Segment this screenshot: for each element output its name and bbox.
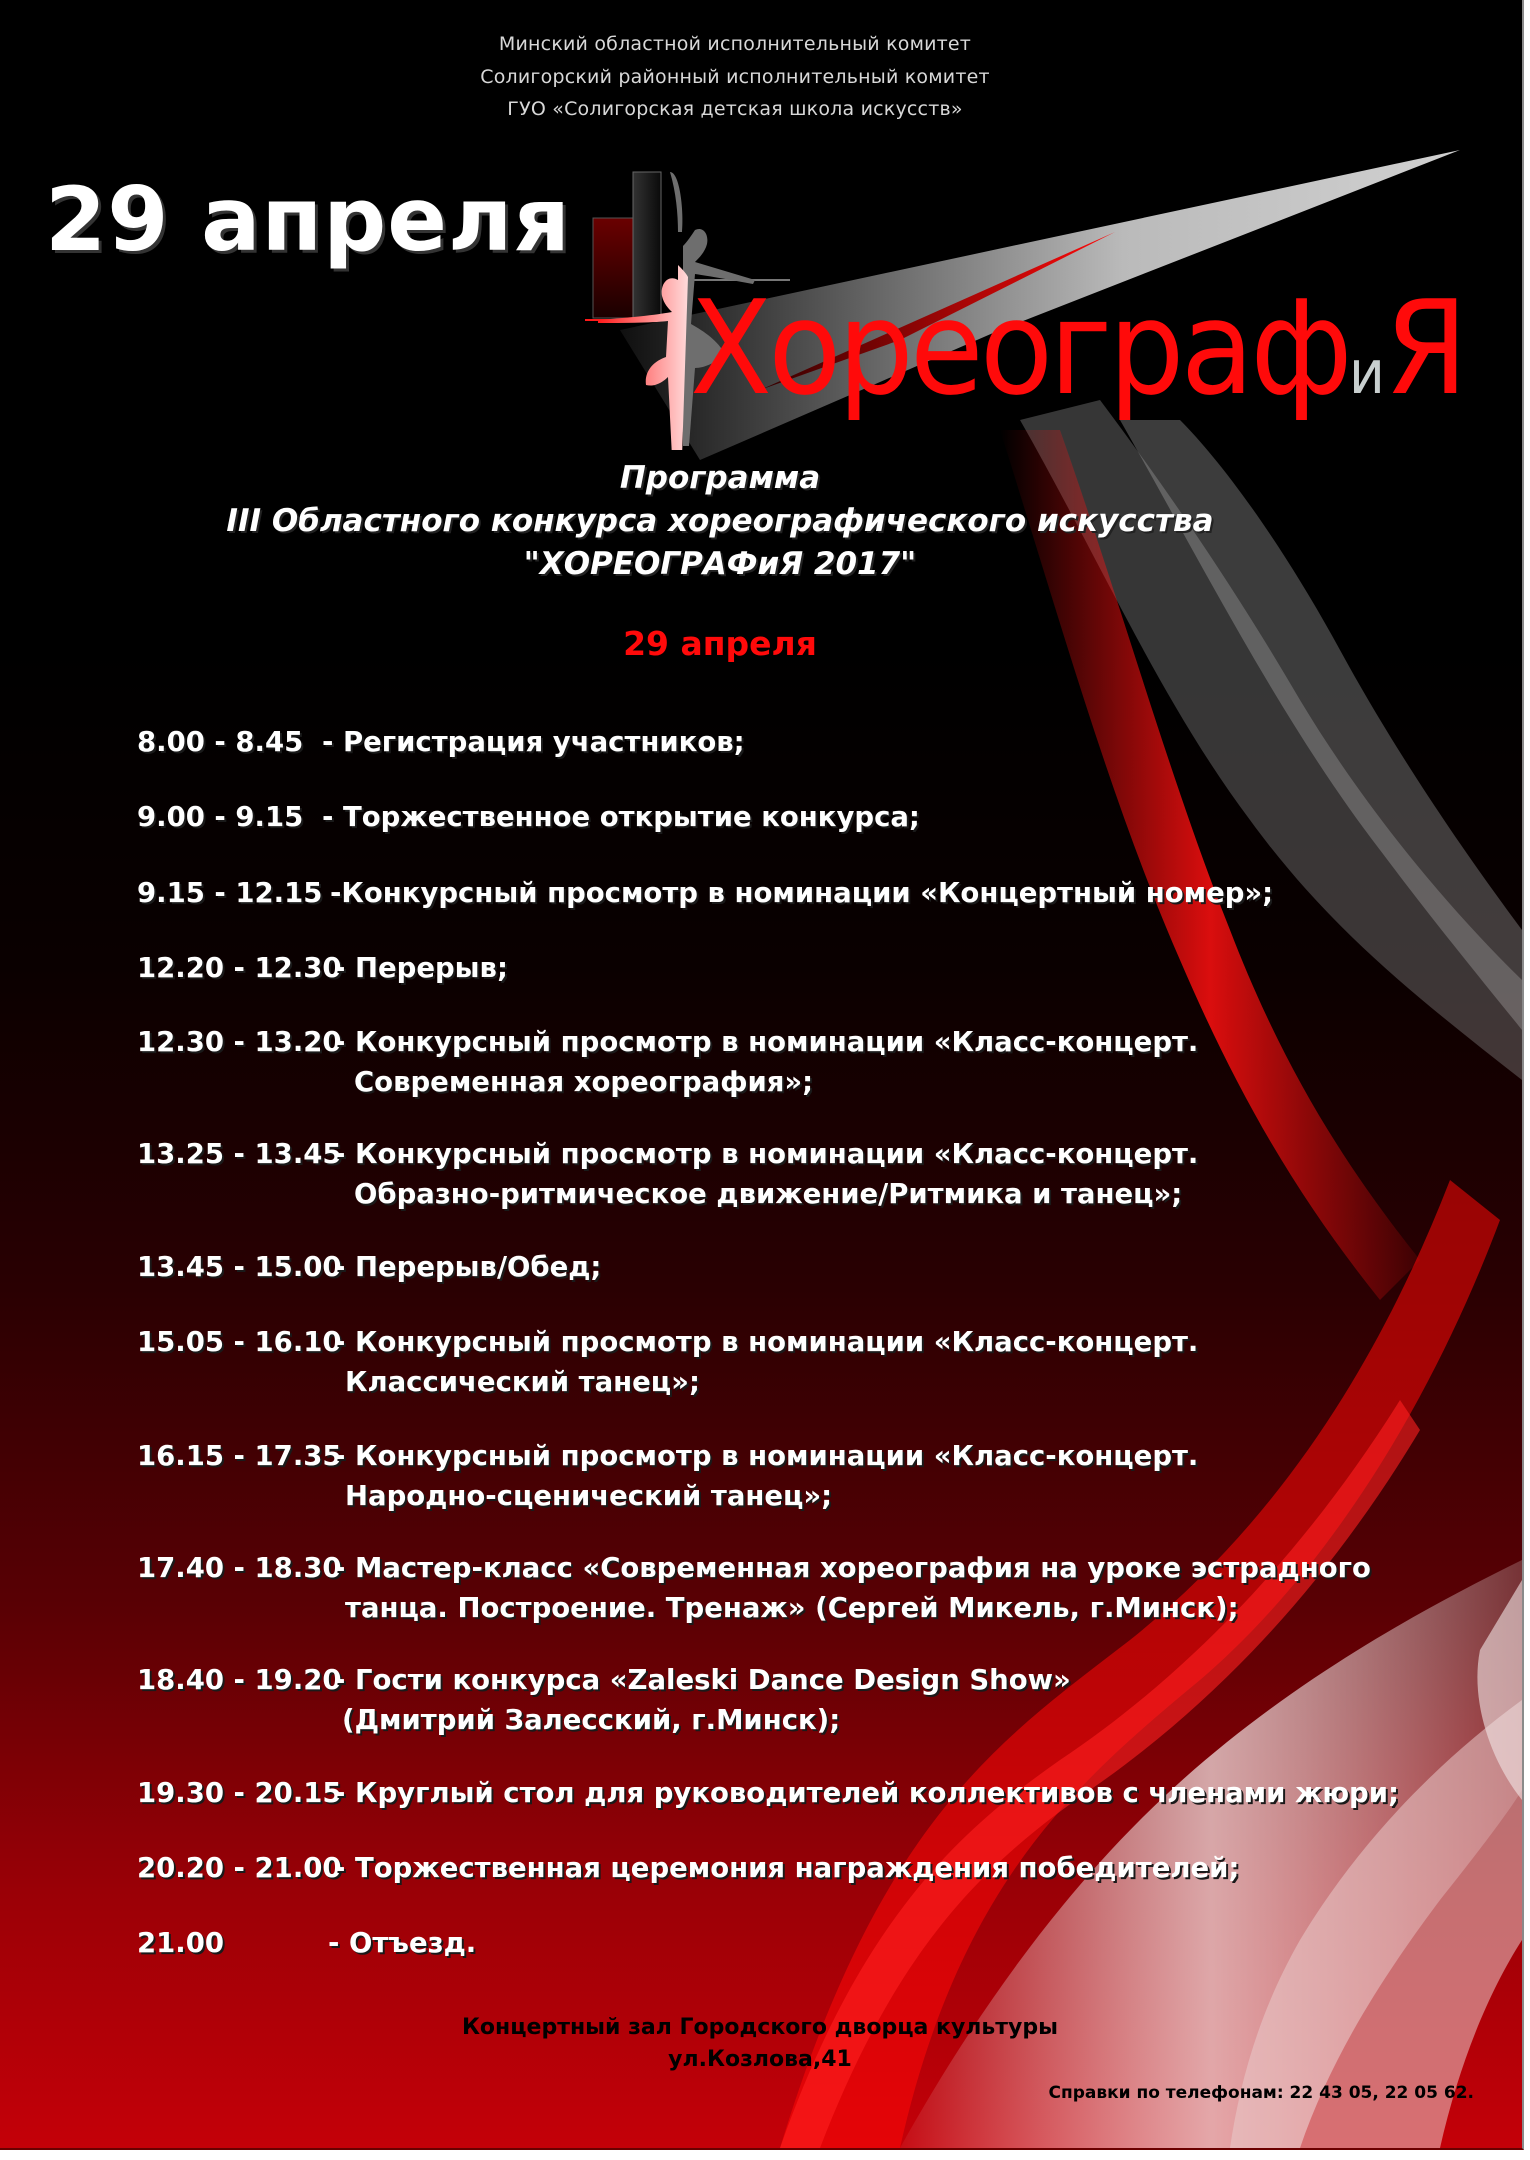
schedule-desc: - Круглый стол для руководителей коллективов с членами жюри; [334, 1777, 1400, 1809]
schedule-desc: - Конкурсный просмотр в номинации «Класс-концерт. [334, 1440, 1199, 1472]
logo-main: Хореограф [690, 272, 1349, 424]
contact-phone: Справки по телефонам: 22 43 05, 22 05 62. [1048, 2083, 1474, 2103]
schedule-time: 13.25 - 13.45 [137, 1138, 342, 1170]
schedule-desc-continued: Народно-сценический танец»; [345, 1480, 833, 1512]
schedule-desc: - Перерыв/Обед; [334, 1251, 602, 1283]
schedule-desc: - Регистрация участников; [322, 726, 745, 758]
header-org-line-2: Солигорский районный исполнительный комитет [480, 66, 990, 88]
schedule-row [137, 797, 920, 837]
program-date: 29 апреля [623, 624, 817, 663]
schedule-desc: - Торжественная церемония награждения победителей; [334, 1852, 1240, 1884]
header-org-line-3: ГУО «Солигорская детская школа искусств» [507, 98, 963, 120]
schedule-row [137, 1247, 602, 1287]
schedule-row [137, 1923, 477, 1963]
schedule-time: 12.30 - 13.20 [137, 1026, 342, 1058]
program-heading: Программа [619, 460, 821, 496]
schedule-desc-continued: Образно-ритмическое движение/Ритмика и танец»; [354, 1178, 1183, 1210]
schedule-row [137, 1848, 1240, 1888]
schedule-desc: - Отъезд. [328, 1927, 477, 1959]
schedule-time: 13.45 - 15.00 [137, 1251, 342, 1283]
schedule-time: 21.00 [137, 1927, 224, 1959]
schedule-time: 9.15 - 12.15 [137, 877, 323, 909]
logo-end: Я [1384, 272, 1465, 424]
header-org-line-1: Минский областной исполнительный комитет [498, 33, 972, 55]
schedule-row [137, 1022, 1199, 1098]
schedule-row [137, 1773, 1400, 1813]
schedule-desc-continued: танца. Построение. Тренаж» (Сергей Микель, г.Минск); [345, 1592, 1239, 1624]
schedule-desc: - Перерыв; [334, 952, 508, 984]
logo-small-i: и [1348, 338, 1385, 408]
venue-name: Концертный зал Городского дворца культуры [461, 2015, 1059, 2040]
schedule-desc: - Конкурсный просмотр в номинации «Класс-концерт. [334, 1138, 1199, 1170]
schedule-row [137, 873, 1274, 913]
schedule-time: 12.20 - 12.30 [137, 952, 342, 984]
schedule-row [137, 1548, 1371, 1624]
schedule-time: 9.00 - 9.15 [137, 801, 304, 833]
schedule-row [137, 722, 745, 762]
schedule-time: 16.15 - 17.35 [137, 1440, 342, 1472]
schedule-desc: - Мастер-класс «Современная хореография на уроке эстрадного [334, 1552, 1371, 1584]
schedule-desc: - Гости конкурса «Zaleski Dance Design Show» [334, 1664, 1071, 1696]
logo-wordmark [690, 272, 1465, 424]
competition-name: "ХОРЕОГРАФиЯ 2017" [523, 546, 917, 582]
schedule-desc-continued: Современная хореография»; [354, 1066, 814, 1098]
schedule-row [137, 1134, 1199, 1210]
schedule-time: 19.30 - 20.15 [137, 1777, 342, 1809]
competition-title: III Областного конкурса хореографического искусства [226, 503, 1214, 539]
schedule-time: 20.20 - 21.00 [137, 1852, 342, 1884]
schedule-row [137, 948, 508, 988]
hero-date: 29 апреля [45, 168, 571, 271]
schedule-time: 18.40 - 19.20 [137, 1664, 342, 1696]
schedule-desc: - Конкурсный просмотр в номинации «Класс-концерт. [334, 1026, 1199, 1058]
schedule-desc-continued: Классический танец»; [345, 1366, 700, 1398]
schedule-row [137, 1436, 1199, 1512]
schedule-row [137, 1322, 1199, 1398]
schedule-desc-continued: (Дмитрий Залесский, г.Минск); [342, 1704, 841, 1736]
schedule-row [137, 1660, 1071, 1736]
schedule-desc: - Конкурсный просмотр в номинации «Класс-концерт. [334, 1326, 1199, 1358]
schedule-desc: -Конкурсный просмотр в номинации «Концертный номер»; [330, 877, 1274, 909]
schedule-time: 17.40 - 18.30 [137, 1552, 342, 1584]
schedule-time: 15.05 - 16.10 [137, 1326, 342, 1358]
venue-address: ул.Козлова,41 [668, 2047, 852, 2072]
schedule-time: 8.00 - 8.45 [137, 726, 304, 758]
schedule-desc: - Торжественное открытие конкурса; [322, 801, 920, 833]
